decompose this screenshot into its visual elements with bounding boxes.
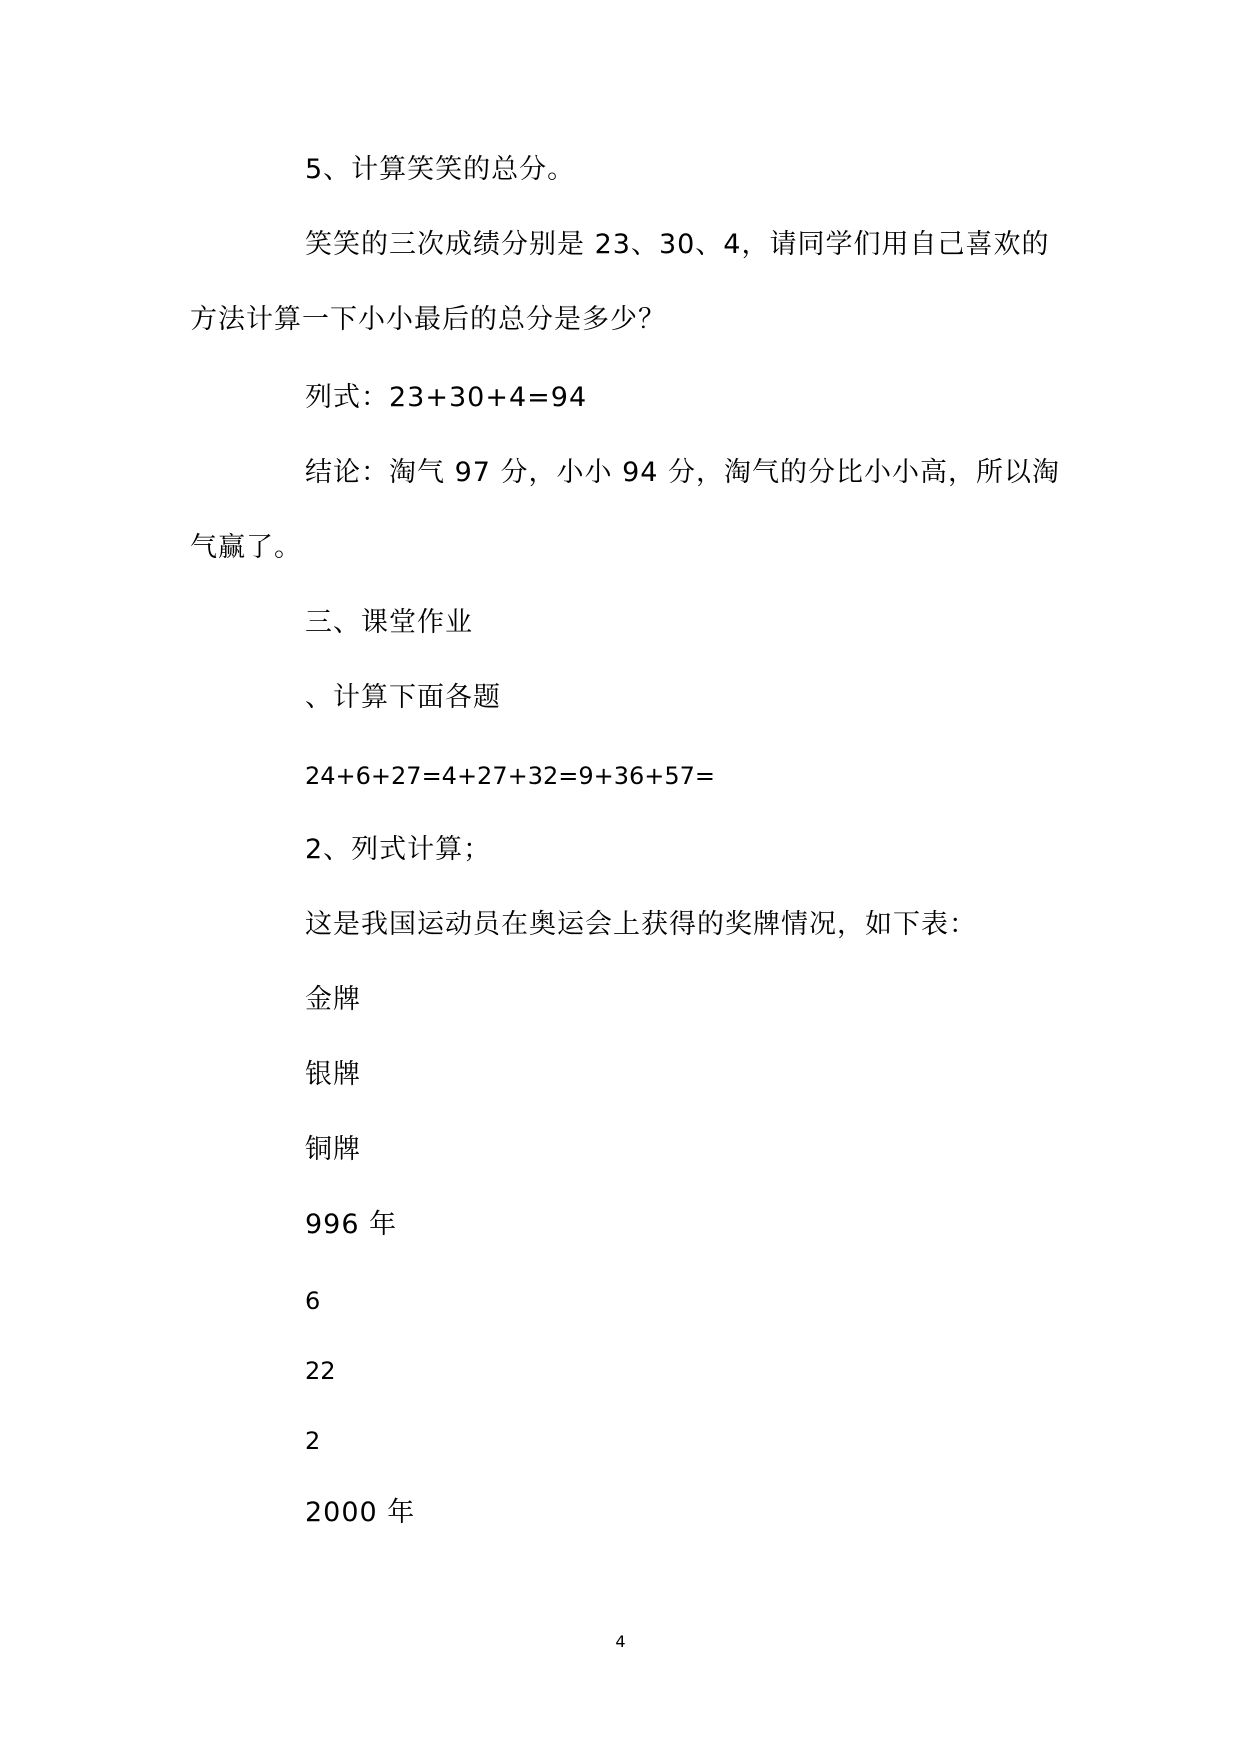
page-number: 4 — [615, 1632, 626, 1651]
table-header-bronze: 铜牌 — [305, 1134, 361, 1165]
section-heading-homework: 三、课堂作业 — [305, 607, 473, 638]
paragraph-exercise-title: 、计算下面各题 — [305, 682, 501, 713]
paragraph-scores-line2: 方法计算一下小小最后的总分是多少？ — [190, 304, 666, 335]
table-cell-bronze-value: 2 — [305, 1427, 321, 1455]
paragraph-step2-title: 2、列式计算； — [305, 834, 492, 865]
paragraph-table-intro: 这是我国运动员在奥运会上获得的奖牌情况，如下表： — [305, 909, 977, 940]
paragraph-step5-title: 5、计算笑笑的总分。 — [305, 154, 576, 185]
table-cell-silver-value: 22 — [305, 1357, 336, 1385]
paragraph-conclusion-line2: 气赢了。 — [190, 532, 302, 563]
paragraph-formula: 列式：23+30+4=94 — [305, 382, 588, 413]
table-header-gold: 金牌 — [305, 984, 361, 1015]
paragraph-conclusion-line1: 结论：淘气 97 分，小小 94 分，淘气的分比小小高，所以淘 — [305, 457, 1061, 488]
table-cell-gold-value: 6 — [305, 1287, 321, 1315]
paragraph-scores-line1: 笑笑的三次成绩分别是 23、30、4，请同学们用自己喜欢的 — [305, 229, 1050, 260]
table-row-year-2000: 2000 年 — [305, 1497, 416, 1528]
paragraph-exercise-equations: 24+6+27=4+27+32=9+36+57= — [305, 762, 716, 790]
table-row-year-1996: 996 年 — [305, 1209, 398, 1240]
table-header-silver: 银牌 — [305, 1059, 361, 1090]
